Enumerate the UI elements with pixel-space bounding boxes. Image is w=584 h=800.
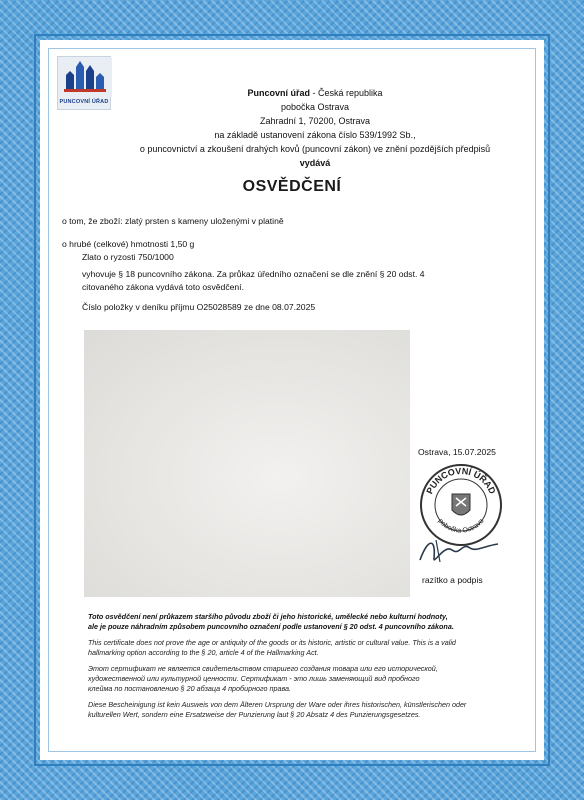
certificate-title: OSVĚDČENÍ: [242, 178, 342, 195]
law-compliance-line-1: vyhovuje § 18 puncovního zákona. Za průkaz úředního označení se dle znění § 20 odst. 4: [82, 269, 425, 279]
law-description-line: o puncovnictví a zkoušení drahých kovů (puncovní zákon) ve znění pozdějších předpisů: [139, 144, 491, 154]
svg-text:PUNCOVNÍ ÚŘAD: [424, 466, 497, 496]
disclaimer-de-line-2: kulturellen Wert, sondern eine Ersatzweise der Punzierung laut § 20 Absatz 4 des Punzierungsgesetzes.: [88, 710, 421, 719]
hallmark-office-logo: [57, 56, 111, 110]
disclaimer-ru-line-2: художественной или культурной ценности. Сертификат - это лишь заменяющий вид пробного: [88, 674, 420, 683]
ring-photo: [84, 330, 410, 597]
purity-line: Zlato o ryzosti 750/1000: [82, 252, 174, 262]
item-description: o tom, že zboží: zlatý prsten s kameny uloženými v platině: [62, 216, 284, 226]
stamp-bottom-text: pobočka Ostrava: [436, 517, 486, 535]
disclaimer-ru-line-1: Этот сертификат не является свидетельством старшего создания товара или его исторической,: [88, 664, 438, 673]
signature: [414, 530, 504, 570]
law-reference-line: na základě ustanovení zákona číslo 539/1992 Sb.,: [214, 130, 416, 140]
law-compliance-line-2: citovaného zákona vydává toto osvědčení.: [82, 282, 244, 292]
stamp-top-text: PUNCOVNÍ ÚŘAD: [424, 465, 498, 496]
disclaimer-en-line-2: hallmarking option according to the § 20, article 4 of the Hallmarking Act.: [88, 648, 319, 657]
issuer-name-line: [120, 86, 510, 100]
branch-line: pobočka Ostrava: [280, 102, 350, 112]
issuer-name: Puncovní úřad: [247, 88, 310, 98]
disclaimer-ru-line-3: клейма по постановлению § 20 абзаца 4 пробирного права.: [88, 684, 292, 693]
logo-text: PUNCOVNÍ ÚŘAD: [59, 99, 109, 105]
disclaimer-cz-line-1: Toto osvědčení není průkazem staršího původu zboží či jeho historické, umělecké nebo kulturní hodnoty,: [88, 612, 448, 621]
weight-line: o hrubé (celkové) hmotnosti 1,50 g: [62, 239, 195, 249]
disclaimer-de-line-1: Diese Bescheinigung ist kein Ausweis von dem Älteren Ursprung der Ware oder ihres historischen, künstlerischen oder: [88, 700, 467, 709]
place-and-date: Ostrava, 15.07.2025: [418, 447, 496, 457]
castle-emblem-icon: [58, 57, 112, 97]
register-number-line: Číslo položky v deníku příjmu O25028589 ze dne 08.07.2025: [82, 302, 316, 312]
issuer-header: [120, 86, 510, 170]
disclaimer-cz-line-2: ale je pouze náhradním způsobem puncovního označení podle ustanovení § 20 odst. 4 puncovního zákona.: [88, 622, 454, 631]
stamp-and-signature-label: razítko a podpis: [422, 575, 483, 585]
disclaimer-en-line-1: This certificate does not prove the age or antiquity of the goods or its historic, artistic or cultural value. This is a valid: [88, 638, 456, 647]
issues-line: vydává: [299, 158, 331, 168]
address-line: Zahradní 1, 70200, Ostrava: [259, 116, 371, 126]
issuer-country: - Česká republika: [309, 88, 383, 98]
